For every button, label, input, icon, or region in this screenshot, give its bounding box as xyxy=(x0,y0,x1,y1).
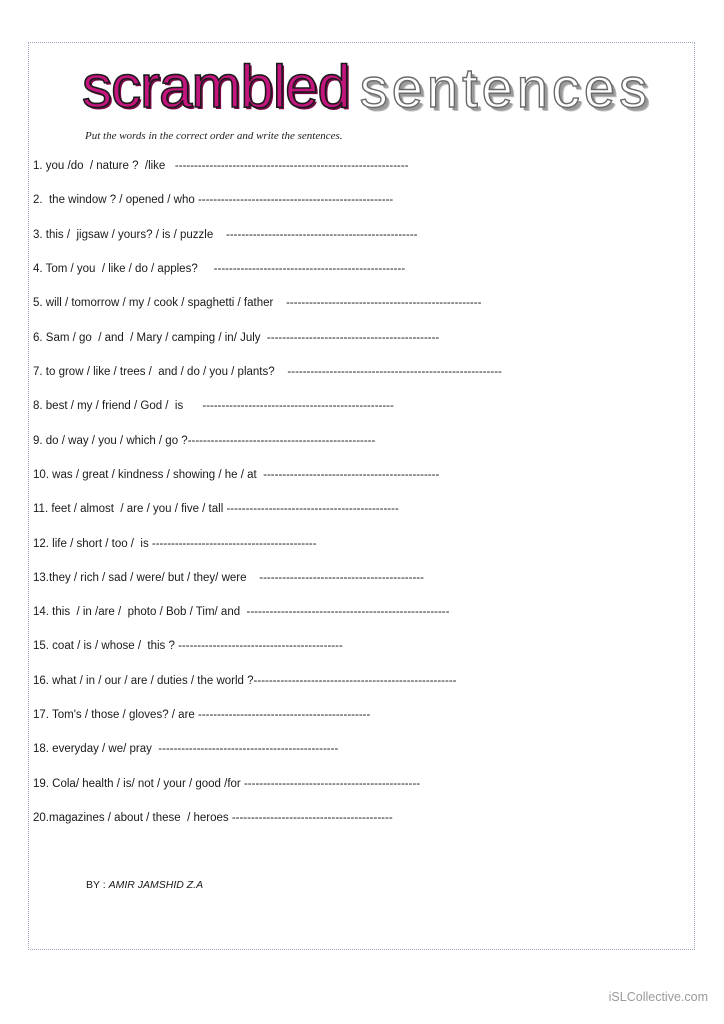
sentence-line: 8. best / my / friend / God / is -------------------------------------------------- xyxy=(33,400,394,412)
sentence-line: 13.they / rich / sad / were/ but / they/ were ------------------------------------------- xyxy=(33,572,424,584)
sentence-line: 10. was / great / kindness / showing / he / at ---------------------------------------------- xyxy=(33,469,440,481)
sentence-line: 9. do / way / you / which / go ?------------------------------------------------- xyxy=(33,435,376,447)
sentence-line: 15. coat / is / whose / this ? ------------------------------------------- xyxy=(33,640,343,652)
sentence-line: 16. what / in / our / are / duties / the world ?----------------------------------------------------- xyxy=(33,675,457,687)
sentence-line: 14. this / in /are / photo / Bob / Tim/ and ----------------------------------------------------- xyxy=(33,606,450,618)
sentence-line: 17. Tom's / those / gloves? / are --------------------------------------------- xyxy=(33,709,371,721)
sentence-line: 1. you /do / nature ? /like ------------------------------------------------------------- xyxy=(33,160,409,172)
sentence-line: 12. life / short / too / is ------------------------------------------- xyxy=(33,538,317,550)
sentence-line: 6. Sam / go / and / Mary / camping / in/ July --------------------------------------------- xyxy=(33,332,440,344)
instructions: Put the words in the correct order and write the sentences. xyxy=(85,130,343,142)
site-watermark: iSLCollective.com xyxy=(608,990,708,1004)
author-credit xyxy=(86,879,203,891)
sentence-line: 5. will / tomorrow / my / cook / spaghetti / father --------------------------------------------------- xyxy=(33,297,482,309)
title-sentences: sentences xyxy=(359,56,652,119)
worksheet xyxy=(28,42,695,950)
author-label: BY : xyxy=(86,879,106,891)
title-scrambled: scrambled xyxy=(82,53,350,120)
sentence-line: 7. to grow / like / trees / and / do / you / plants? -------------------------------------------------------- xyxy=(33,366,502,378)
sentence-line: 20.magazines / about / these / heroes ------------------------------------------ xyxy=(33,812,393,824)
sentence-line: 2. the window ? / opened / who --------------------------------------------------- xyxy=(33,194,394,206)
author-name: AMIR JAMSHID Z.A xyxy=(108,879,204,891)
sentence-line: 18. everyday / we/ pray ----------------------------------------------- xyxy=(33,743,339,755)
sentence-line: 3. this / jigsaw / yours? / is / puzzle -------------------------------------------------- xyxy=(33,229,418,241)
sentence-line: 19. Cola/ health / is/ not / your / good /for ---------------------------------------------- xyxy=(33,778,421,790)
sentence-line: 4. Tom / you / like / do / apples? -------------------------------------------------- xyxy=(33,263,406,275)
worksheet-title xyxy=(82,53,652,120)
sentence-line: 11. feet / almost / are / you / five / tall --------------------------------------------- xyxy=(33,503,399,515)
